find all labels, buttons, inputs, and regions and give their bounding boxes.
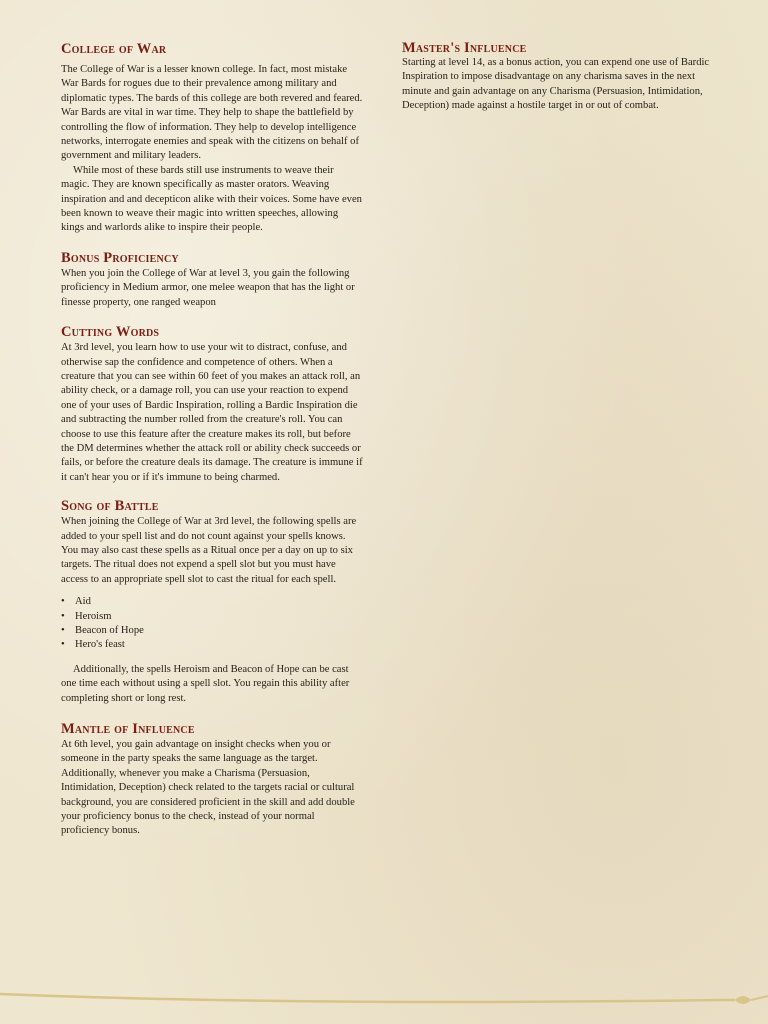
song-additional-paragraph: Additionally, the spells Heroism and Beacon of Hope can be cast one time each without using a spell slot. You regain this ability after completing short or long rest.	[61, 663, 350, 704]
song-of-battle-paragraph: When joining the College of War at 3rd level, the following spells are added to your spell list and do not count against your spells knows. You may also cast these spells as a Ritual once per a day on up to six targets. The ritual does not expend a spell slot but you must have access to an appropriate spell slot to cast the ritual for each spell.	[61, 516, 357, 585]
cutting-words-paragraph: At 3rd level, you learn how to use your wit to distract, confuse, and otherwise sap the confidence and competence of others. When a creature that you can see within 60 feet of you makes an attack roll, an ability check, or a damage roll, you can use your reaction to expend one of your uses of Bardic Inspiration, rolling a Bardic Inspiration die and subtracting the number rolled from the creature's roll. You can choose to use this feature after the creature makes its roll, but before the DM determines whether the attack roll or ability check succeeds or fails, or before the creature deals its damage. The creature is immune if it can't hear you or if it's immune to being charmed.	[61, 342, 363, 483]
list-item: • Heroism	[75, 610, 363, 624]
footer-curve	[0, 994, 735, 1002]
mantle-of-influence-paragraph: At 6th level, you gain advantage on insight checks when you or someone in the party speaks the same language as the target. Additionally, whenever you make a Charisma (Persuasion, Intimidation, Deception) check related to the targets racial or cultural background, you are considered proficient in the skill and add double your proficiency bonus to the check, instead of your normal proficiency bonus.	[61, 739, 355, 837]
cutting-words-heading: Cutting Words	[61, 324, 160, 341]
masters-influence-heading: Master's Influence	[402, 40, 527, 56]
bonus-proficiency-heading: Bonus Proficiency	[61, 249, 179, 266]
right-column	[402, 0, 712, 114]
left-column	[61, 0, 363, 839]
song-spell-list	[61, 595, 363, 653]
list-item: • Beacon of Hope	[75, 624, 363, 638]
footer-tail	[751, 996, 768, 1000]
college-intro-paragraph: The College of War is a lesser known college. In fact, most mistake War Bards for rogues due to their prevalence among military and diplomatic types. The bards of this college are both revered and feared. War Bards are vital in war time. They help to shape the battlefield by controlling the flow of information. They help to develop intelligence networks, interrogate enemies and speak with the citizens on behalf of government and military leaders.	[61, 64, 363, 162]
mantle-of-influence-heading: Mantle of Influence	[61, 721, 195, 738]
college-of-war-heading: College of War	[61, 41, 167, 57]
song-of-battle-heading: Song of Battle	[61, 498, 159, 515]
college-orators-paragraph: While most of these bards still use instruments to weave their magic. They are known specifically as master orators. Weaving inspiration and and decepticon alike with their voices. Some have even been known to weave their magic into written speeches, allowing kings and warlords alike to inspire their people.	[61, 164, 362, 234]
masters-influence-paragraph: Starting at level 14, as a bonus action, you can expend one use of Bardic Inspiration to impose disadvantage on any charisma saves in the next minute and gain advantage on any Charisma (Persuasion, Intimidation, Deception) made against a hostile target in or out of combat.	[402, 57, 710, 112]
footer-flourish-icon	[735, 996, 751, 1004]
footer-ornament	[0, 990, 768, 1010]
bonus-proficiency-paragraph: When you join the College of War at level 3, you gain the following proficiency in Medium armor, one melee weapon that has the light or finesse property, one ranged weapon	[61, 267, 355, 308]
list-item: • Aid	[75, 595, 363, 609]
list-item: • Hero's feast	[75, 638, 363, 652]
